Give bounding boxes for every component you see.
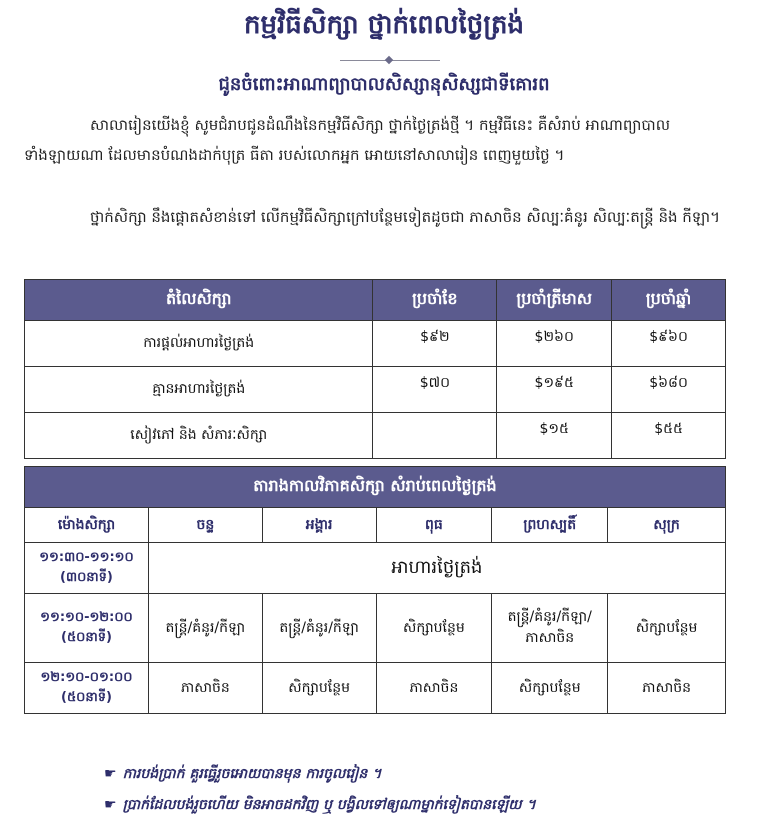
focus-paragraph [24,202,744,232]
schedule-header-row [25,508,726,543]
time-duration: (៣០នាទី) [60,570,113,585]
page-subtitle: ជូនចំពោះអាណាព្យាបាលសិស្សានុសិស្សជាទីគោរព [218,74,550,95]
fees-header-item: តំលៃសិក្សា [25,280,373,321]
activity-cell: តន្ត្រី/គំនូរ/កីឡា [262,594,376,663]
note-text: ការបង់ប្រាក់ គួរធ្វើរួចអោយបានមុន ការចូលរៀន ។ [122,766,382,782]
time-slot [25,543,149,594]
fee-name: សៀវភៅ និង សំភារៈសិក្សា [25,413,373,459]
schedule-header-friday: សុក្រ [608,508,726,543]
table-row [25,413,726,459]
activity-cell: តន្ត្រី/គំនូរ/កីឡា [148,594,262,663]
title-divider [340,60,440,61]
fee-year: $៥៥ [612,413,726,459]
fee-quarter: $២៦០ [497,321,612,367]
fee-name: ការផ្តល់អាហារថ្ងៃត្រង់ [25,321,373,367]
page-title: កម្មវិធីសិក្សា ថ្នាក់ពេលថ្ងៃត្រង់ [244,10,524,40]
hand-pointer-icon: ☛ [104,766,117,782]
note-refund [104,795,536,816]
focus-paragraph-text: ថ្នាក់សិក្សា នឹងផ្តោតសំខាន់ទៅ លើកម្មវិធីសិក្សាក្រៅបន្ថែមទៀតដូចជា ភាសាចិន សិល្បៈគំនូរ សិល្បៈតន្ត្រី និង កីឡា។ [90,208,721,226]
fee-quarter: $១៩៥ [497,367,612,413]
time-range: ១១:១០-១២:០០ [40,610,133,625]
fees-header-month: ប្រចាំខែ [373,280,497,321]
intro-paragraph-text: សាលារៀនយើងខ្ញុំ សូមជំរាបជូនដំណឹងនៃកម្មវិធីសិក្សា ថ្នាក់ថ្ងៃត្រង់ថ្មី ។ កម្មវិធីនេះ គឺសំរាប់ អាណាព្យាបាលទាំងឡាយណា ដែលមានបំណងដាក់បុត្រ ធីតា របស់លោកអ្នក អោយនៅសាលារៀន ពេញមួយថ្ងៃ ។ [24,116,670,164]
activity-cell: ភាសាចិន [376,663,492,714]
fees-header-year: ប្រចាំឆ្នាំ [612,280,726,321]
schedule-title: តារាងកាលវិភាគសិក្សា សំរាប់ពេលថ្ងៃត្រង់ [25,467,726,508]
note-payment [104,764,381,785]
time-slot [25,663,149,714]
table-row [25,663,726,714]
fees-table [24,279,726,459]
fee-name: គ្មានអាហារថ្ងៃត្រង់ [25,367,373,413]
activity-cell: សិក្សាបន្ថែម [376,594,492,663]
intro-paragraph [24,110,744,170]
time-range: ១២:១០-០១:០០ [40,670,133,685]
hand-pointer-icon: ☛ [104,797,117,813]
schedule-header-tuesday: អង្គារ [262,508,376,543]
schedule-header-time: ម៉ោងសិក្សា [25,508,149,543]
table-row [25,367,726,413]
fee-month [373,413,497,459]
activity-cell: សិក្សាបន្ថែម [262,663,376,714]
schedule-header-monday: ចន្ទ [148,508,262,543]
time-duration: (៥០នាទី) [61,690,112,705]
table-row [25,543,726,594]
fee-quarter: $១៥ [497,413,612,459]
activity-cell: សិក្សាបន្ថែម [608,594,726,663]
fee-year: $៩៦០ [612,321,726,367]
schedule-header-thursday: ព្រហស្បតិ៍ [492,508,608,543]
time-slot [25,594,149,663]
table-row [25,594,726,663]
activity-cell: សិក្សាបន្ថែម [492,663,608,714]
lunch-activity: អាហារថ្ងៃត្រង់ [148,543,725,594]
time-range: ១១:៣០-១១:១០ [39,550,134,565]
table-row [25,321,726,367]
activity-cell: តន្ត្រី/គំនូរ/កីឡា/ ភាសាចិន [492,594,608,663]
fee-month: $៩២ [373,321,497,367]
schedule-header-wednesday: ពុធ [376,508,492,543]
activity-cell: ភាសាចិន [608,663,726,714]
schedule-table [24,466,726,714]
fee-month: $៧០ [373,367,497,413]
fees-header-quarter: ប្រចាំត្រីមាស [497,280,612,321]
fees-header-row [25,280,726,321]
fee-year: $៦៨០ [612,367,726,413]
time-duration: (៥០នាទី) [61,630,112,645]
note-text: ប្រាក់ដែលបង់រួចហើយ មិនអាចដកវិញ ឬ បង្វិលទៅឲ្យណាម្នាក់ទៀតបានឡើយ ។ [122,797,536,813]
activity-cell: ភាសាចិន [148,663,262,714]
